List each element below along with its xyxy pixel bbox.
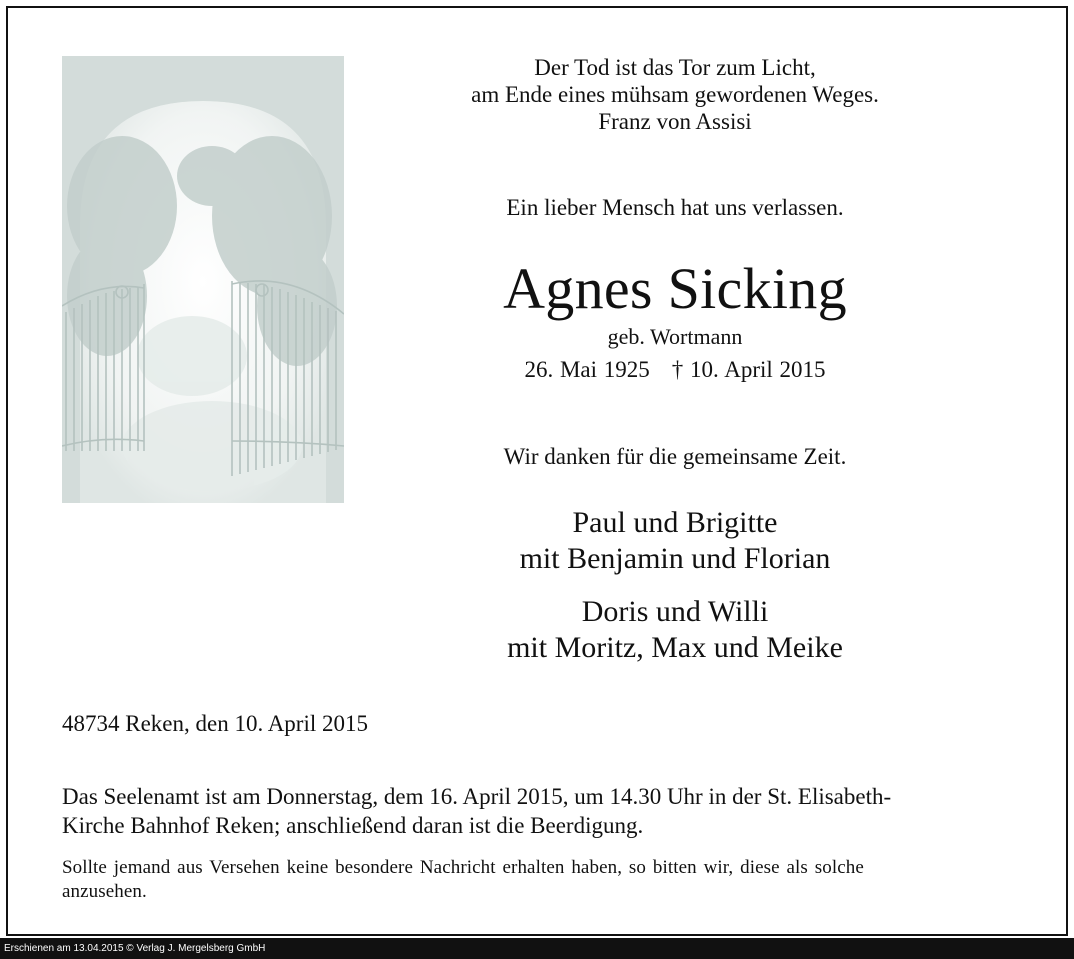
family-group-2-line-2: mit Moritz, Max und Meike (507, 631, 843, 664)
birth-date: 26. Mai 1925 (524, 357, 650, 382)
note-line-2: anzusehen. (62, 881, 147, 902)
service-line-2: Kirche Bahnhof Reken; anschließend daran ist die Beerdigung. (62, 813, 644, 838)
notice-note (62, 856, 1022, 904)
thanks-text: Wir danken für die gemeinsame Zeit. (503, 444, 847, 469)
garden-gate-photo (62, 56, 344, 503)
note-line-1: Sollte jemand aus Versehen keine besondere Nachricht erhalten haben, so bitten wir, diese als solche (62, 857, 864, 878)
quote-author: Franz von Assisi (598, 109, 752, 134)
death-date: † 10. April 2015 (671, 357, 826, 382)
intro-text: Ein lieber Mensch hat uns verlassen. (506, 195, 844, 220)
service-info (62, 782, 1022, 840)
family-group-1-line-1: Paul und Brigitte (572, 506, 778, 539)
life-dates (400, 356, 950, 384)
family-group-1 (400, 505, 950, 577)
family-group-2-line-1: Doris und Willi (581, 595, 769, 628)
quote-block (400, 54, 950, 135)
quote-line-1: Der Tod ist das Tor zum Licht, (534, 55, 816, 80)
family-group-1-line-2: mit Benjamin und Florian (519, 542, 831, 575)
service-line-1: Das Seelenamt ist am Donnerstag, dem 16. April 2015, um 14.30 Uhr in der St. Elisabeth- (62, 784, 892, 809)
birth-name: geb. Wortmann (607, 324, 743, 349)
family-group-2 (400, 594, 950, 666)
deceased-name: Agnes Sicking (503, 256, 847, 321)
place-date: 48734 Reken, den 10. April 2015 (62, 711, 368, 736)
quote-line-2: am Ende eines mühsam gewordenen Weges. (471, 82, 879, 107)
publication-footer: Erschienen am 13.04.2015 © Verlag J. Mergelsberg GmbH (0, 938, 1074, 959)
